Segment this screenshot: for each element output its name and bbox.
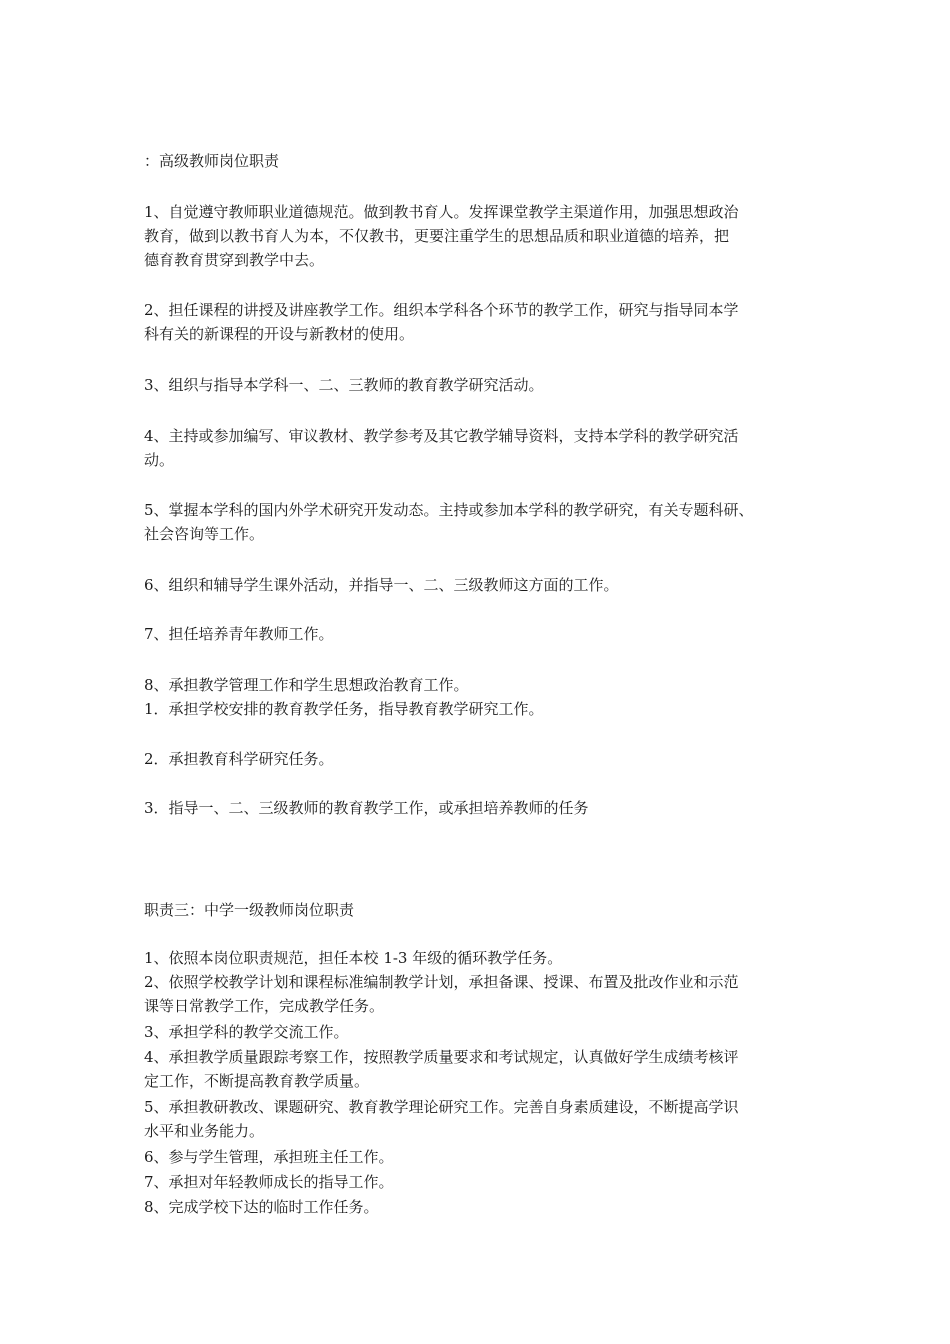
text-line: 动。 xyxy=(144,451,175,469)
section1-subitem-1: 1．承担学校安排的教育教学任务，指导教育教学研究工作。 xyxy=(144,700,544,718)
section1-item-3 xyxy=(144,373,824,397)
text-line: 3、组织与指导本学科一、二、三教师的教育教学研究活动。 xyxy=(144,376,544,394)
section2-item-8 xyxy=(144,1195,824,1219)
section1-item-1 xyxy=(144,200,824,272)
text-line: 6、组织和辅导学生课外活动，并指导一、二、三级教师这方面的工作。 xyxy=(144,576,619,594)
section1-item-4 xyxy=(144,424,824,472)
document-page xyxy=(144,0,824,1344)
section2-item-4 xyxy=(144,1045,824,1093)
text-line: 6、参与学生管理，承担班主任工作。 xyxy=(144,1148,394,1166)
text-line: 德育教育贯穿到教学中去。 xyxy=(144,251,325,269)
text-line: 1、自觉遵守教师职业道德规范。做到教书育人。发挥课堂教学主渠道作用，加强思想政治 xyxy=(144,203,739,221)
text-line: 课等日常教学工作，完成教学任务。 xyxy=(144,997,385,1015)
section1-item-5 xyxy=(144,498,824,546)
section2-item-1 xyxy=(144,946,824,970)
section1-item-8 xyxy=(144,673,824,697)
section2-item-7 xyxy=(144,1170,824,1194)
text-line: 2、担任课程的讲授及讲座教学工作。组织本学科各个环节的教学工作，研究与指导同本学 xyxy=(144,301,739,319)
text-line: 教育，做到以教书育人为本，不仅教书，更要注重学生的思想品质和职业道德的培养，把 xyxy=(144,227,730,245)
text-line: 水平和业务能力。 xyxy=(144,1122,265,1140)
section1-item-6 xyxy=(144,573,824,597)
section1-item-2 xyxy=(144,298,824,346)
text-line: 2、依照学校教学计划和课程标准编制教学计划，承担备课、授课、布置及批改作业和示范 xyxy=(144,973,739,991)
section1-subitem-2: 2．承担教育科学研究任务。 xyxy=(144,750,334,768)
text-line: 8、完成学校下达的临时工作任务。 xyxy=(144,1198,379,1216)
text-line: 科有关的新课程的开设与新教材的使用。 xyxy=(144,325,415,343)
text-line: 7、担任培养青年教师工作。 xyxy=(144,625,334,643)
text-line: 1、依照本岗位职责规范，担任本校 1-3 年级的循环教学任务。 xyxy=(144,949,563,967)
text-line: 8、承担教学管理工作和学生思想政治教育工作。 xyxy=(144,676,469,694)
section2-item-2 xyxy=(144,970,824,1018)
section1-title: ：高级教师岗位职责 xyxy=(144,152,280,170)
text-line: 4、主持或参加编写、审议教材、教学参考及其它教学辅导资料，支持本学科的教学研究活 xyxy=(144,427,739,445)
text-line: 定工作，不断提高教育教学质量。 xyxy=(144,1072,370,1090)
section2-item-5 xyxy=(144,1095,824,1143)
text-line: 5、承担教研教改、课题研究、教育教学理论研究工作。完善自身素质建设，不断提高学识 xyxy=(144,1098,739,1116)
section1-subitem-3: 3．指导一、二、三级教师的教育教学工作，或承担培养教师的任务 xyxy=(144,799,589,817)
text-line: 3、承担学科的教学交流工作。 xyxy=(144,1023,349,1041)
text-line: 4、承担教学质量跟踪考察工作，按照教学质量要求和考试规定，认真做好学生成绩考核评 xyxy=(144,1048,739,1066)
text-line: 7、承担对年轻教师成长的指导工作。 xyxy=(144,1173,394,1191)
section2-item-3 xyxy=(144,1020,824,1044)
section2-title: 职责三：中学一级教师岗位职责 xyxy=(144,901,355,919)
text-line: 社会咨询等工作。 xyxy=(144,525,265,543)
text-line: 5、掌握本学科的国内外学术研究开发动态。主持或参加本学科的教学研究，有关专题科研、 xyxy=(144,501,754,519)
section2-item-6 xyxy=(144,1145,824,1169)
section1-item-7 xyxy=(144,622,824,646)
